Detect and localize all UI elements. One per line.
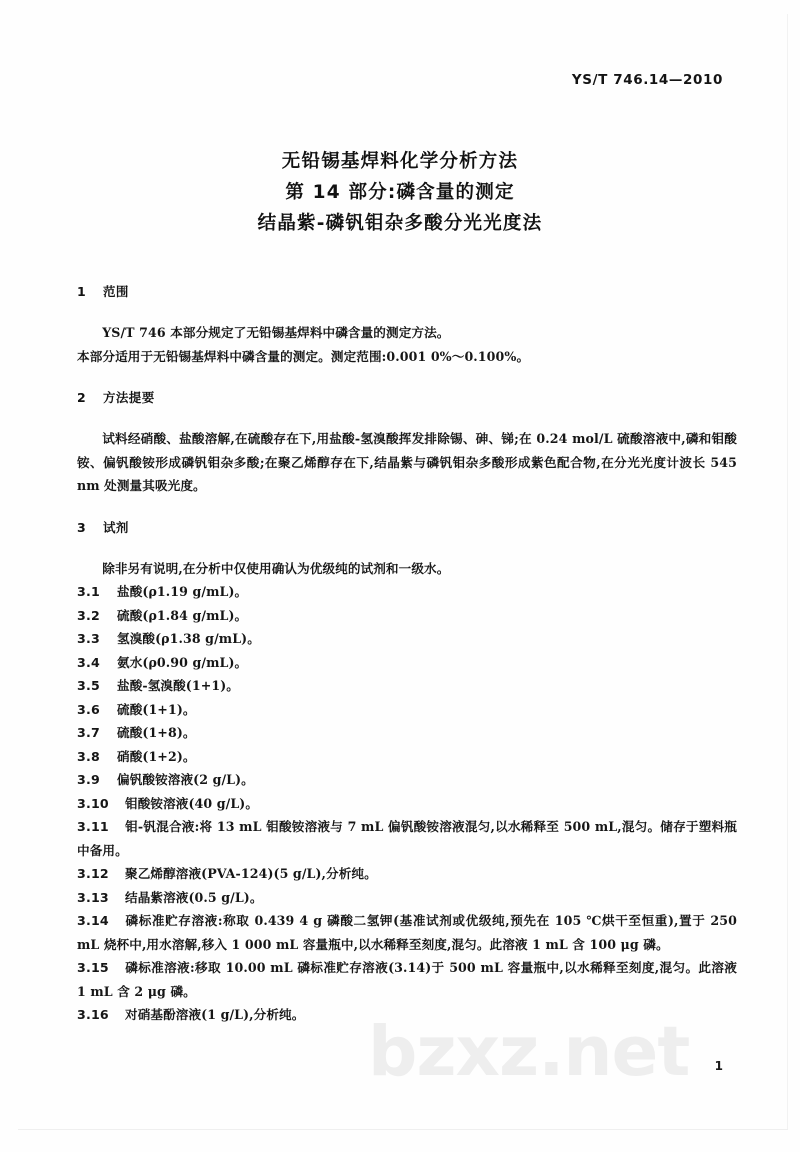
title-line-1: 无铅锡基焊料化学分析方法	[281, 151, 519, 172]
reagent-text: 磷标准贮存溶液:称取 0.439 4 g 磷酸二氢钾(基准试剂或优级纯,预先在 105 ℃烘干至恒重),置于 250 mL 烧杯中,用水溶解,移入 1 000 mL 容量瓶中,以水稀释至刻度,混匀。此溶液 1 mL 含 100 μg 磷。	[77, 913, 737, 952]
reagent-number: 3.6	[77, 701, 100, 717]
reagent-number: 3.2	[77, 607, 100, 623]
reagent-item	[77, 627, 737, 651]
reagent-item	[77, 745, 737, 769]
reagent-text: 聚乙烯醇溶液(PVA-124)(5 g/L),分析纯。	[125, 866, 377, 881]
section-heading-1	[77, 282, 737, 300]
reagent-number: 3.4	[77, 654, 100, 670]
reagent-text: 硫酸(1+1)。	[117, 701, 196, 717]
section-heading-3	[77, 518, 737, 536]
reagent-item	[77, 909, 737, 956]
reagent-item	[77, 886, 737, 910]
section-heading-2	[77, 388, 737, 406]
reagent-item	[77, 815, 737, 862]
reagent-number: 3.14	[77, 913, 109, 928]
section-2-paragraph-1: 试料经硝酸、盐酸溶解,在硫酸存在下,用盐酸-氢溴酸挥发排除锡、砷、锑;在 0.24 mol/L 硫酸溶液中,磷和钼酸铵、偏钒酸铵形成磷钒钼杂多酸;在聚乙烯醇存在下,结晶紫与磷钒钼杂多酸形成紫色配合物,在分光光度计波长 545 nm 处测量其吸光度。	[77, 431, 737, 493]
reagent-number: 3.5	[77, 678, 100, 693]
section-number-1: 1	[77, 284, 87, 299]
section-title-3: 试剂	[103, 519, 129, 535]
reagent-item	[77, 721, 737, 745]
running-head-standard-number: YS/T 746.14—2010	[571, 72, 723, 88]
reagent-item	[77, 956, 737, 1003]
reagent-number: 3.12	[77, 866, 109, 881]
reagent-number: 3.7	[77, 725, 100, 740]
section-title-1: 范围	[103, 284, 129, 299]
reagent-text: 硝酸(1+2)。	[117, 748, 196, 764]
spacer	[77, 300, 737, 321]
reagent-item	[77, 674, 737, 698]
reagent-text: 对硝基酚溶液(1 g/L),分析纯。	[125, 1007, 305, 1022]
spacer	[77, 536, 737, 557]
title-line-2: 第 14 部分:磷含量的测定	[285, 182, 515, 203]
section-number-2: 2	[77, 390, 87, 405]
reagent-number: 3.16	[77, 1007, 109, 1022]
section-1-paragraph-2: 本部分适用于无铅锡基焊料中磷含量的测定。测定范围:0.001 0%～0.100%。	[77, 348, 530, 364]
reagent-text: 氢溴酸(ρ1.38 g/mL)。	[117, 631, 260, 646]
reagent-text: 结晶紫溶液(0.5 g/L)。	[125, 889, 263, 905]
reagent-number: 3.3	[77, 631, 100, 646]
watermark-text: bzxz.net	[368, 1012, 690, 1092]
reagent-text: 硫酸(1+8)。	[117, 725, 196, 740]
reagent-item	[77, 604, 737, 628]
reagent-text: 盐酸-氢溴酸(1+1)。	[117, 678, 239, 693]
page-number: 1	[714, 1059, 723, 1073]
reagent-item	[77, 651, 737, 675]
document-body	[77, 282, 737, 1027]
reagent-text: 氨水(ρ0.90 g/mL)。	[117, 654, 248, 670]
reagent-text: 偏钒酸铵溶液(2 g/L)。	[117, 772, 254, 787]
reagent-number: 3.11	[77, 819, 109, 834]
section-3-lead-paragraph: 除非另有说明,在分析中仅使用确认为优级纯的试剂和一级水。	[102, 560, 450, 576]
reagent-item	[77, 792, 737, 816]
reagent-item	[77, 698, 737, 722]
reagent-number: 3.13	[77, 889, 109, 905]
spacer	[77, 406, 737, 427]
reagent-text: 磷标准溶液:移取 10.00 mL 磷标准贮存溶液(3.14)于 500 mL 容量瓶中,以水稀释至刻度,混匀。此溶液 1 mL 含 2 μg 磷。	[77, 960, 737, 999]
page-edge-bottom	[18, 1129, 788, 1130]
reagent-text: 钼-钒混合液:将 13 mL 钼酸铵溶液与 7 mL 偏钒酸铵溶液混匀,以水稀释至 500 mL,混匀。储存于塑料瓶中备用。	[77, 819, 737, 858]
section-1-paragraph-1: YS/T 746 本部分规定了无铅锡基焊料中磷含量的测定方法。	[102, 325, 450, 340]
reagent-text: 盐酸(ρ1.19 g/mL)。	[117, 584, 248, 599]
reagent-item	[77, 862, 737, 886]
spacer	[77, 368, 737, 388]
reagent-item	[77, 1003, 737, 1027]
document-title	[0, 146, 800, 239]
reagent-number: 3.8	[77, 748, 100, 764]
title-line-3: 结晶紫-磷钒钼杂多酸分光光度法	[257, 213, 543, 234]
reagent-number: 3.9	[77, 772, 100, 787]
reagent-item	[77, 580, 737, 604]
reagent-number: 3.10	[77, 795, 109, 811]
reagent-item	[77, 768, 737, 792]
reagent-text: 硫酸(ρ1.84 g/mL)。	[117, 607, 248, 623]
section-number-3: 3	[77, 519, 87, 535]
section-title-2: 方法提要	[103, 390, 155, 405]
spacer	[77, 498, 737, 518]
reagent-number: 3.15	[77, 960, 109, 975]
reagent-text: 钼酸铵溶液(40 g/L)。	[125, 795, 259, 811]
reagent-number: 3.1	[77, 584, 100, 599]
